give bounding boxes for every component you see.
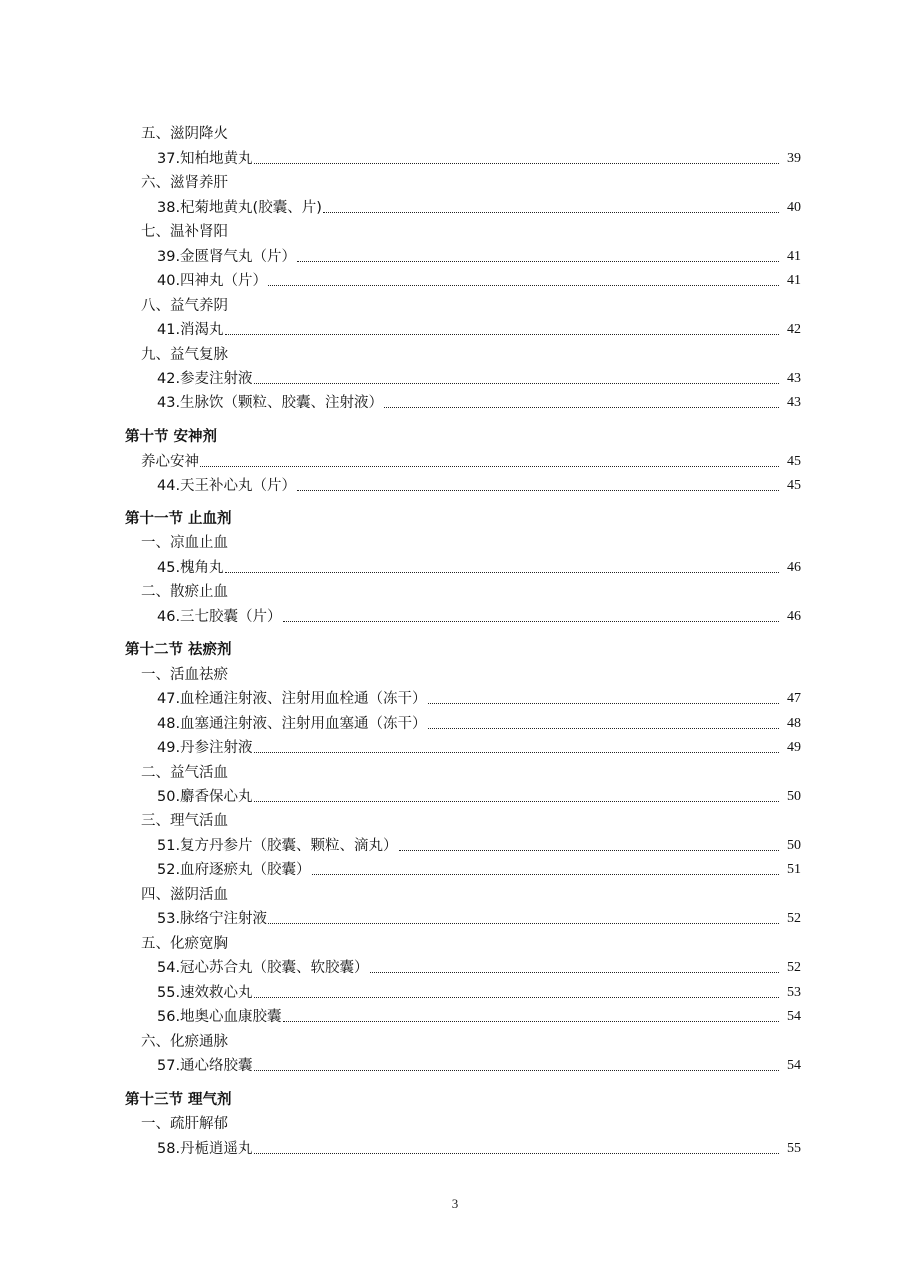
- toc-entry[interactable]: [0, 1053, 910, 1075]
- toc-section-title: 第十三节 理气剂: [125, 1092, 232, 1108]
- toc-entry-page: 41: [787, 249, 801, 264]
- toc-entry-page: 43: [787, 371, 801, 386]
- toc-entry[interactable]: [0, 555, 910, 577]
- toc-entry-page: 40: [787, 200, 801, 215]
- toc-entry-title: 八、益气养阴: [141, 298, 228, 314]
- toc-entry-page: 54: [787, 1058, 801, 1073]
- dot-leader: [297, 261, 779, 262]
- toc-section-heading[interactable]: [0, 424, 910, 446]
- toc-entry-page: 45: [787, 478, 801, 493]
- toc-entry-title: 五、滋阴降火: [141, 126, 228, 142]
- toc-entry-title: 二、益气活血: [141, 765, 228, 781]
- toc-entry-page: 39: [787, 151, 801, 166]
- toc-entry-page: 46: [787, 560, 801, 575]
- toc-entry-title: 50.麝香保心丸: [157, 789, 253, 805]
- toc-entry-title: 六、化瘀通脉: [141, 1034, 228, 1050]
- toc-entry-page: 55: [787, 1141, 801, 1156]
- toc-entry[interactable]: [0, 784, 910, 806]
- toc-entry[interactable]: [0, 530, 910, 552]
- dot-leader: [254, 1070, 779, 1071]
- toc-entry-page: 50: [787, 789, 801, 804]
- toc-entry-title: 41.消渴丸: [157, 322, 224, 338]
- toc-entry[interactable]: [0, 170, 910, 192]
- toc-entry[interactable]: [0, 1029, 910, 1051]
- dot-leader: [225, 334, 779, 335]
- toc-entry-page: 41: [787, 273, 801, 288]
- toc-entry-title: 38.杞菊地黄丸(胶囊、片): [157, 200, 322, 216]
- dot-leader: [428, 728, 779, 729]
- toc-entry[interactable]: [0, 857, 910, 879]
- toc-entry-page: 52: [787, 960, 801, 975]
- toc-entry-title: 51.复方丹参片（胶囊、颗粒、滴丸）: [157, 838, 398, 854]
- toc-section-title: 第十节 安神剂: [125, 429, 218, 445]
- toc-entry-title: 40.四神丸（片）: [157, 273, 268, 289]
- dot-leader: [297, 490, 779, 491]
- dot-leader: [254, 163, 779, 164]
- toc-entry[interactable]: [0, 219, 910, 241]
- toc-entry[interactable]: [0, 735, 910, 757]
- dot-leader: [254, 801, 779, 802]
- toc-entry[interactable]: [0, 1136, 910, 1158]
- toc-entry-title: 六、滋肾养肝: [141, 175, 228, 191]
- toc-entry-title: 49.丹参注射液: [157, 740, 253, 756]
- dot-leader: [268, 923, 779, 924]
- toc-section-heading[interactable]: [0, 637, 910, 659]
- toc-entry[interactable]: [0, 906, 910, 928]
- page-number: 3: [451, 1196, 459, 1211]
- dot-leader: [283, 621, 779, 622]
- toc-entry-title: 58.丹栀逍遥丸: [157, 1141, 253, 1157]
- toc-entry[interactable]: [0, 121, 910, 143]
- toc-entry[interactable]: [0, 882, 910, 904]
- toc-entry[interactable]: [0, 268, 910, 290]
- dot-leader: [200, 466, 779, 467]
- toc-entry-title: 养心安神: [141, 454, 199, 470]
- toc-entry[interactable]: [0, 293, 910, 315]
- dot-leader: [384, 407, 779, 408]
- toc-entry-title: 43.生脉饮（颗粒、胶囊、注射液）: [157, 395, 384, 411]
- toc-entry-page: 54: [787, 1009, 801, 1024]
- toc-entry-title: 44.天王补心丸（片）: [157, 478, 297, 494]
- toc-entry[interactable]: [0, 833, 910, 855]
- toc-entry-title: 54.冠心苏合丸（胶囊、软胶囊）: [157, 960, 369, 976]
- dot-leader: [254, 752, 779, 753]
- toc-entry-title: 45.槐角丸: [157, 560, 224, 576]
- toc-entry[interactable]: [0, 579, 910, 601]
- toc-entry-title: 七、温补肾阳: [141, 224, 228, 240]
- toc-entry-page: 47: [787, 691, 801, 706]
- toc-entry-page: 48: [787, 716, 801, 731]
- dot-leader: [254, 997, 779, 998]
- toc-entry-title: 47.血栓通注射液、注射用血栓通（冻干）: [157, 691, 427, 707]
- toc-entry[interactable]: [0, 931, 910, 953]
- toc-entry[interactable]: [0, 808, 910, 830]
- toc-entry[interactable]: [0, 760, 910, 782]
- toc-entry-page: 43: [787, 395, 801, 410]
- toc-entry-title: 一、疏肝解郁: [141, 1116, 228, 1132]
- toc-entry-title: 39.金匮肾气丸（片）: [157, 249, 297, 265]
- dot-leader: [399, 850, 779, 851]
- toc-entry-title: 42.参麦注射液: [157, 371, 253, 387]
- toc-entry[interactable]: [0, 317, 910, 339]
- toc-entry[interactable]: [0, 1111, 910, 1133]
- toc-entry-page: 53: [787, 985, 801, 1000]
- dot-leader: [370, 972, 779, 973]
- toc-entry-title: 48.血塞通注射液、注射用血塞通（冻干）: [157, 716, 427, 732]
- toc-entry-page: 46: [787, 609, 801, 624]
- toc-entry-title: 55.速效救心丸: [157, 985, 253, 1001]
- toc-entry[interactable]: [0, 244, 910, 266]
- toc-entry-title: 二、散瘀止血: [141, 584, 228, 600]
- toc-entry-page: 45: [787, 454, 801, 469]
- toc-entry[interactable]: [0, 342, 910, 364]
- dot-leader: [283, 1021, 779, 1022]
- dot-leader: [254, 1153, 779, 1154]
- toc-entry[interactable]: [0, 604, 910, 626]
- toc-entry[interactable]: [0, 955, 910, 977]
- toc-section-title: 第十二节 祛瘀剂: [125, 642, 232, 658]
- toc-entry-title: 57.通心络胶囊: [157, 1058, 253, 1074]
- dot-leader: [323, 212, 779, 213]
- toc-entry-page: 42: [787, 322, 801, 337]
- toc-entry-title: 53.脉络宁注射液: [157, 911, 268, 927]
- dot-leader: [254, 383, 779, 384]
- toc-entry-title: 四、滋阴活血: [141, 887, 228, 903]
- toc-entry[interactable]: [0, 662, 910, 684]
- toc-entry-page: 51: [787, 862, 801, 877]
- toc-section-heading[interactable]: [0, 506, 910, 528]
- toc-entry-title: 一、凉血止血: [141, 535, 228, 551]
- toc-entry[interactable]: [0, 449, 910, 471]
- toc-entry-page: 50: [787, 838, 801, 853]
- toc-entry-title: 46.三七胶囊（片）: [157, 609, 282, 625]
- toc-entry[interactable]: [0, 473, 910, 495]
- toc-section-heading[interactable]: [0, 1087, 910, 1109]
- toc-entry-title: 三、理气活血: [141, 813, 228, 829]
- toc-entry[interactable]: [0, 195, 910, 217]
- dot-leader: [268, 285, 779, 286]
- dot-leader: [225, 572, 779, 573]
- toc-entry-title: 九、益气复脉: [141, 347, 228, 363]
- dot-leader: [428, 703, 779, 704]
- toc-entry[interactable]: [0, 686, 910, 708]
- toc-entry[interactable]: [0, 390, 910, 412]
- toc-entry[interactable]: [0, 146, 910, 168]
- toc-entry[interactable]: [0, 1004, 910, 1026]
- toc-entry-title: 56.地奥心血康胶囊: [157, 1009, 282, 1025]
- toc-entry-page: 52: [787, 911, 801, 926]
- toc-entry-title: 37.知柏地黄丸: [157, 151, 253, 167]
- toc-entry[interactable]: [0, 711, 910, 733]
- toc-entry[interactable]: [0, 366, 910, 388]
- toc-section-title: 第十一节 止血剂: [125, 511, 232, 527]
- toc-entry-title: 五、化瘀宽胸: [141, 936, 228, 952]
- toc-entry-title: 52.血府逐瘀丸（胶囊）: [157, 862, 311, 878]
- toc-entry-title: 一、活血祛瘀: [141, 667, 228, 683]
- toc-entry[interactable]: [0, 980, 910, 1002]
- toc-entry-page: 49: [787, 740, 801, 755]
- dot-leader: [312, 874, 779, 875]
